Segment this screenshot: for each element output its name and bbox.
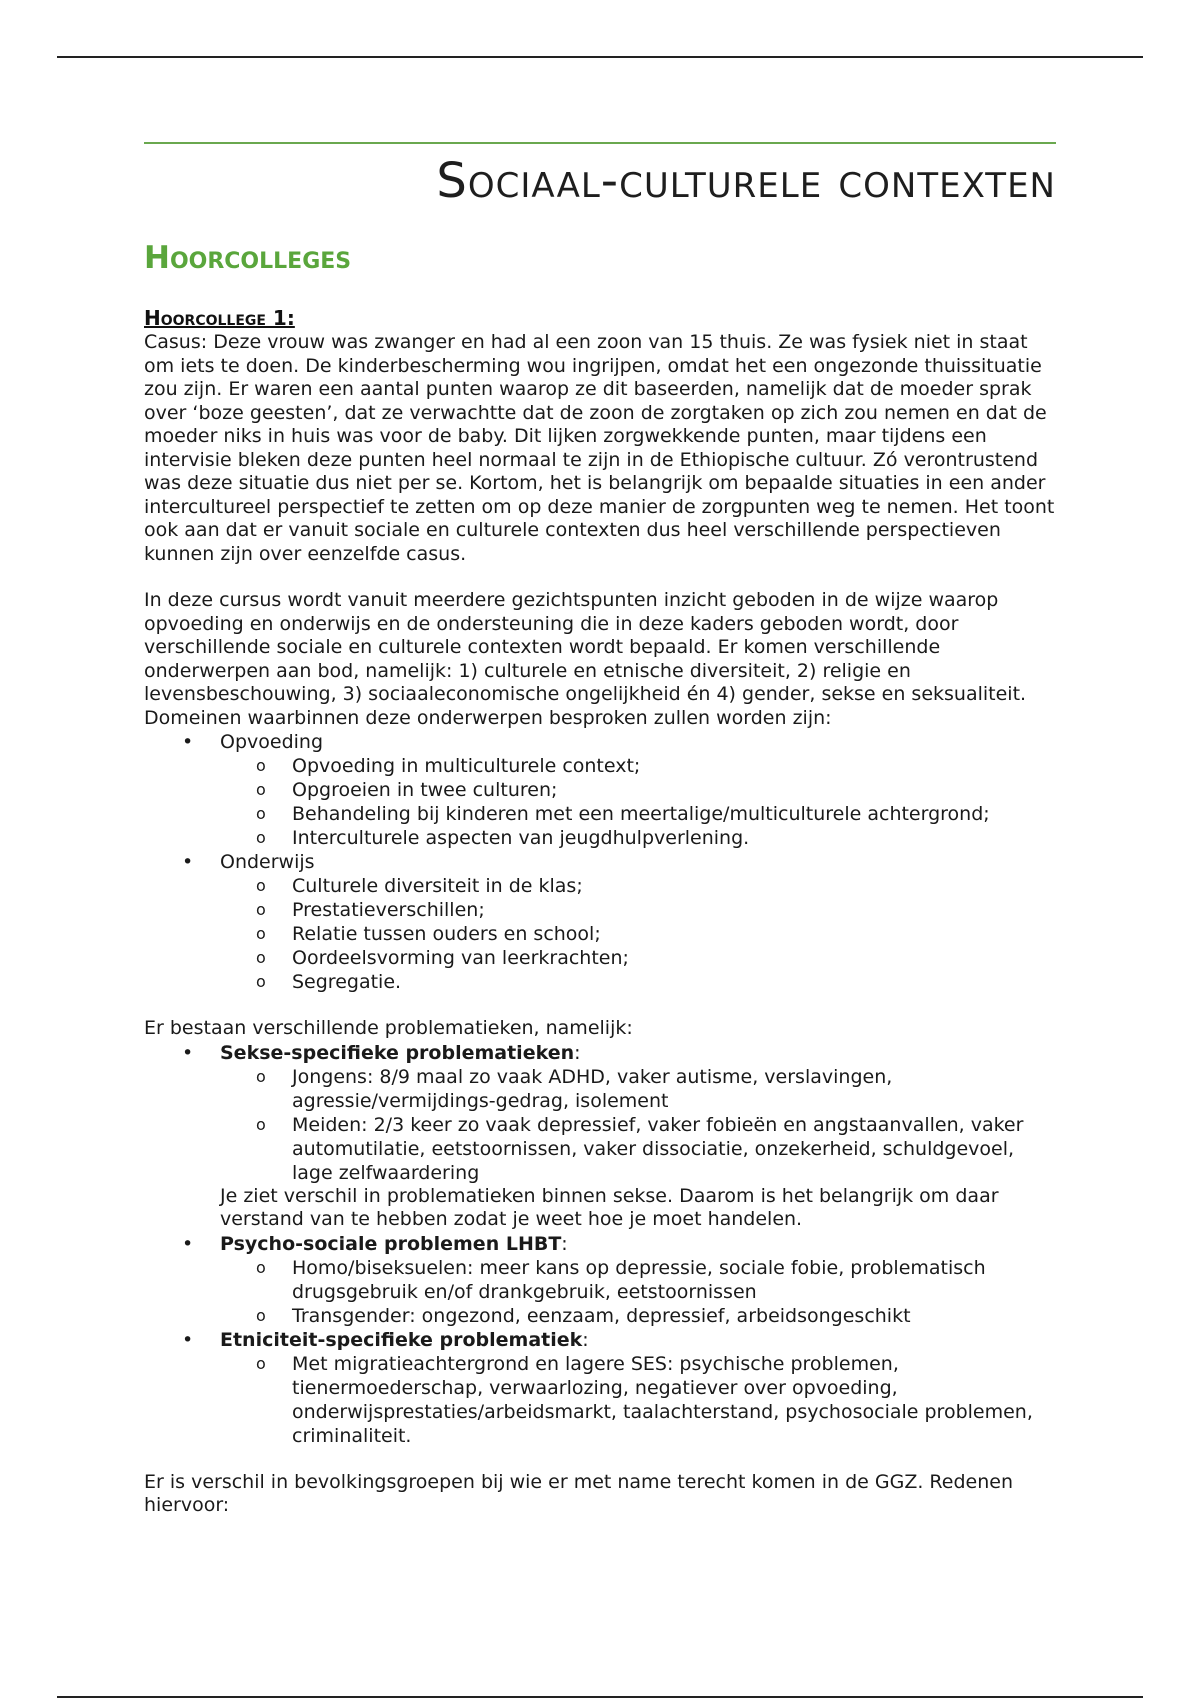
label-suffix: :: [574, 1041, 581, 1064]
domains-list: [144, 730, 1056, 994]
label-suffix: :: [582, 1328, 589, 1351]
closing-paragraph: Er is verschil in bevolkingsgroepen bij wie er met name terecht komen in de GGZ. Redenen hiervoor:: [144, 1470, 1013, 1516]
list-item: o Culturele diversiteit in de klas;: [292, 874, 1056, 898]
page-top-rule: [57, 56, 1143, 58]
list-item: o Opgroeien in twee culturen;: [292, 778, 1056, 802]
list-item: [220, 850, 1056, 994]
list-item: o Jongens: 8/9 maal zo vaak ADHD, vaker autisme, verslavingen, agressie/vermijdings-gedrag, isolement: [292, 1065, 1056, 1113]
page-title: Sociaal-culturele contexten: [436, 153, 1056, 209]
casus-paragraph: Casus: Deze vrouw was zwanger en had al een zoon van 15 thuis. Ze was fysiek niet in staat om iets te doen. De kinderbescherming wou ingrijpen, omdat het een ongezonde thuissituatie zou zijn. Er waren een aantal punten waarop ze dit baseerden, namelijk dat de moeder sprak over ‘boze geesten’, dat ze verwachtte dat de zoon de zorgtaken op zich zou nemen en dat de moeder niks in huis was voor de baby. Dit lijken zorgwekkende punten, maar tijdens een intervisie bleken deze punten heel normaal te zijn in de Ethiopische cultuur. Zó verontrustend was deze situatie dus niet per se. Kortom, het is belangrijk om bepaalde situaties in een ander intercultureel perspectief te zetten om op deze manier de zorgpunten weg te nemen. Het toont ook aan dat er vanuit sociale en culturele contexten dus heel verschillende perspectieven kunnen zijn over eenzelfde casus.: [144, 331, 1055, 565]
list-item: o Transgender: ongezond, eenzaam, depressief, arbeidsongeschikt: [292, 1304, 1056, 1328]
list-item: o Oordeelsvorming van leerkrachten;: [292, 946, 1056, 970]
sub-list: [220, 1256, 1056, 1328]
list-item: o Behandeling bij kinderen met een meertalige/multiculturele achtergrond;: [292, 802, 1056, 826]
label-suffix: :: [561, 1232, 568, 1255]
sub-list: [220, 1065, 1056, 1185]
document-body: [144, 142, 1056, 1518]
sub-list: [220, 874, 1056, 994]
list-item: [220, 1232, 1056, 1328]
domain-label: Opvoeding: [220, 731, 324, 753]
list-item: o Prestatieverschillen;: [292, 898, 1056, 922]
page-bottom-rule: [57, 1696, 1143, 1698]
list-item: o Relatie tussen ouders en school;: [292, 922, 1056, 946]
problems-list: [144, 1041, 1056, 1448]
lecture-heading: Hoorcollege 1:: [144, 306, 295, 330]
domain-label: Onderwijs: [220, 851, 315, 873]
problem-label: Etniciteit-specifieke problematiek: [220, 1328, 583, 1351]
list-item: o Homo/biseksuelen: meer kans op depressie, sociale fobie, problematisch drugsgebruik en/of drankgebruik, eetstoornissen: [292, 1256, 1056, 1304]
list-item: o Opvoeding in multiculturele context;: [292, 754, 1056, 778]
problem-note: Je ziet verschil in problematieken binnen sekse. Daarom is het belangrijk om daar verstand van te hebben zodat je weet hoe je moet handelen.: [220, 1184, 999, 1230]
problem-label: Psycho-sociale problemen LHBT: [220, 1232, 562, 1255]
list-item: o Meiden: 2/3 keer zo vaak depressief, vaker fobieën en angstaanvallen, vaker automutilatie, eetstoornissen, vaker dissociatie, onzekerheid, schuldgevoel, lage zelfwaardering: [292, 1113, 1056, 1185]
list-item: [220, 730, 1056, 850]
section-heading: Hoorcolleges: [144, 240, 352, 276]
sub-list: [220, 754, 1056, 850]
list-item: [220, 1328, 1056, 1448]
sub-list: [220, 1352, 1056, 1448]
title-rule: [144, 142, 1056, 144]
problem-label: Sekse-specifieke problematieken: [220, 1041, 575, 1064]
list-item: o Met migratieachtergrond en lagere SES: psychische problemen, tienermoederschap, verwaarlozing, negatiever over opvoeding, onderwijsprestaties/arbeidsmarkt, taalachterstand, psychosociale problemen, criminaliteit.: [292, 1352, 1056, 1448]
list-item: o Segregatie.: [292, 970, 1056, 994]
list-item: o Interculturele aspecten van jeugdhulpverlening.: [292, 826, 1056, 850]
intro-paragraph: In deze cursus wordt vanuit meerdere gezichtspunten inzicht geboden in de wijze waarop opvoeding en onderwijs en de ondersteuning die in deze kaders geboden wordt, door verschillende sociale en culturele contexten wordt bepaald. Er komen verschillende onderwerpen aan bod, namelijk: 1) culturele en etnische diversiteit, 2) religie en levensbeschouwing, 3) sociaaleconomische ongelijkheid én 4) gender, sekse en seksualiteit. Domeinen waarbinnen deze onderwerpen besproken zullen worden zijn:: [144, 589, 1027, 729]
list-item: [220, 1041, 1056, 1232]
problems-intro: Er bestaan verschillende problematieken, namelijk:: [144, 1017, 633, 1039]
